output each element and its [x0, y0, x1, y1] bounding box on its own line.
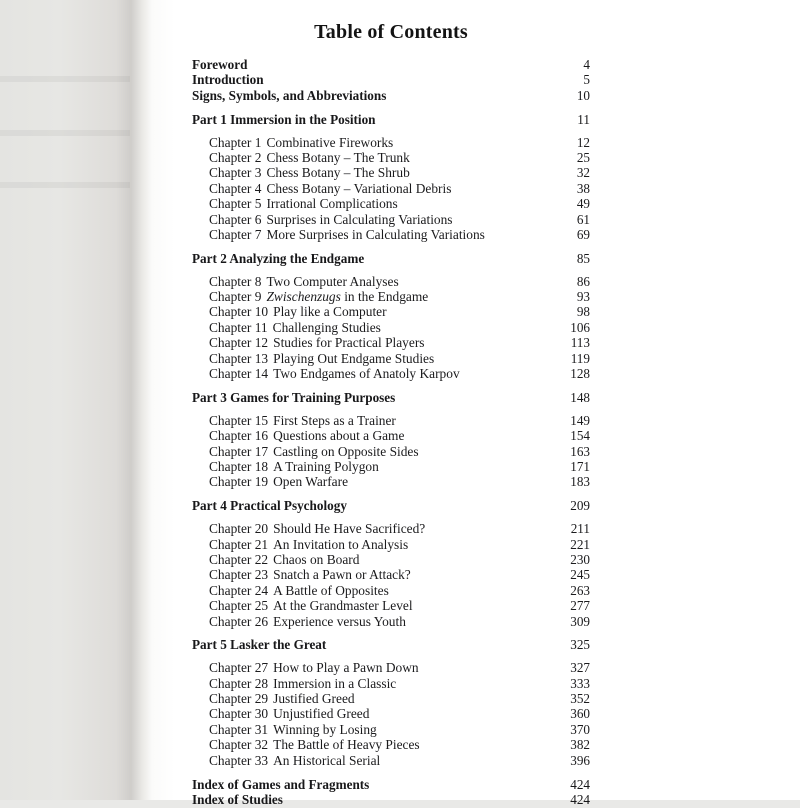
- chapter-number: Chapter 30: [209, 706, 269, 722]
- chapter-label: [209, 335, 425, 350]
- entry-page-number: 69: [576, 226, 590, 242]
- chapter-label: [209, 537, 408, 552]
- chapter-entry[interactable]: [192, 753, 590, 768]
- chapter-label: [209, 737, 420, 752]
- toc-entry-list: [192, 57, 590, 808]
- back-matter-entry[interactable]: [192, 792, 590, 807]
- chapter-number: Chapter 27: [209, 660, 269, 676]
- entry-label: Part 5 Lasker the Great: [192, 637, 327, 653]
- chapter-label: [209, 706, 369, 721]
- part-heading-1[interactable]: [192, 112, 590, 127]
- chapter-label: [209, 165, 410, 180]
- front-matter-entry[interactable]: [192, 57, 590, 72]
- entry-page-number: 424: [570, 792, 590, 808]
- chapter-title: Chess Botany – The Shrub: [266, 165, 410, 181]
- chapter-label: [209, 459, 379, 474]
- chapter-entry[interactable]: [192, 181, 590, 196]
- chapter-title: Chaos on Board: [273, 551, 360, 567]
- chapter-title-italic-term: Zwischenzugs: [266, 289, 341, 305]
- chapter-label: [209, 583, 389, 598]
- part-heading-3[interactable]: [192, 390, 590, 405]
- chapter-number: Chapter 24: [209, 582, 269, 598]
- entry-page-number: 209: [570, 498, 590, 514]
- front-matter-entry[interactable]: [192, 72, 590, 87]
- part-heading-4[interactable]: [192, 498, 590, 513]
- entry-label: Index of Studies: [192, 792, 283, 808]
- chapter-number: Chapter 15: [209, 412, 269, 428]
- entry-page-number: 11: [577, 111, 590, 127]
- chapter-entry[interactable]: [192, 706, 590, 721]
- chapter-number: Chapter 8: [209, 273, 262, 289]
- entry-page-number: 93: [576, 289, 590, 305]
- chapter-entry[interactable]: [192, 521, 590, 536]
- chapter-label: [209, 428, 404, 443]
- chapter-title: A Training Polygon: [273, 458, 379, 474]
- entry-page-number: 4: [583, 57, 590, 72]
- entry-page-number: 25: [576, 149, 590, 165]
- page-title: Table of Contents: [314, 21, 468, 43]
- chapter-title: A Battle of Opposites: [273, 582, 389, 598]
- entry-page-number: 396: [570, 752, 590, 768]
- chapter-entry[interactable]: [192, 320, 590, 335]
- chapter-label: [209, 444, 419, 459]
- chapter-title: Unjustified Greed: [273, 706, 370, 722]
- chapter-title: Winning by Losing: [273, 721, 377, 737]
- chapter-entry[interactable]: [192, 676, 590, 691]
- chapter-label: [209, 351, 434, 366]
- entry-page-number: 128: [570, 366, 590, 382]
- entry-page-number: 85: [576, 250, 590, 266]
- entry-page-number: 230: [570, 551, 590, 567]
- chapter-entry[interactable]: [192, 135, 590, 150]
- chapter-number: Chapter 16: [209, 428, 269, 444]
- chapter-title: Castling on Opposite Sides: [273, 443, 419, 459]
- chapter-number: Chapter 11: [209, 319, 268, 335]
- chapter-number: Chapter 10: [209, 304, 269, 320]
- entry-page-number: 183: [570, 474, 590, 490]
- chapter-label: [209, 521, 425, 536]
- chapter-title: First Steps as a Trainer: [273, 412, 396, 428]
- chapter-title: Two Endgames of Anatoly Karpov: [273, 366, 460, 382]
- chapter-number: Chapter 3: [209, 165, 262, 181]
- chapter-entry[interactable]: [192, 304, 590, 319]
- chapter-title: Playing Out Endgame Studies: [273, 350, 435, 366]
- chapter-label: [209, 150, 410, 165]
- chapter-number: Chapter 2: [209, 149, 262, 165]
- entry-page-number: 106: [570, 319, 590, 335]
- entry-page-number: 113: [570, 335, 590, 351]
- entry-page-number: 163: [570, 443, 590, 459]
- entry-page-number: 325: [570, 637, 590, 653]
- chapter-label: [209, 567, 411, 582]
- front-matter-entry[interactable]: [192, 88, 590, 103]
- chapter-label: [209, 274, 399, 289]
- chapter-number: Chapter 31: [209, 721, 269, 737]
- chapter-number: Chapter 19: [209, 474, 269, 490]
- chapter-label: [209, 614, 406, 629]
- chapter-title: Play like a Computer: [273, 304, 387, 320]
- chapter-title: Studies for Practical Players: [273, 335, 425, 351]
- chapter-entry[interactable]: [192, 598, 590, 613]
- entry-page-number: 119: [570, 350, 590, 366]
- chapter-number: Chapter 28: [209, 675, 269, 691]
- entry-page-number: 245: [570, 567, 590, 583]
- chapter-entry[interactable]: [192, 212, 590, 227]
- chapter-entry[interactable]: [192, 474, 590, 489]
- entry-page-number: 10: [576, 87, 590, 103]
- chapter-number: Chapter 32: [209, 737, 269, 753]
- chapter-label: [209, 753, 380, 768]
- entry-page-number: 49: [576, 196, 590, 212]
- chapter-title: Combinative Fireworks: [266, 134, 394, 150]
- entry-page-number: 221: [570, 536, 590, 552]
- chapter-title: Snatch a Pawn or Attack?: [273, 567, 411, 583]
- entry-page-number: 98: [576, 304, 590, 320]
- part-heading-2[interactable]: [192, 251, 590, 266]
- entry-page-number: 32: [576, 165, 590, 181]
- chapter-number: Chapter 17: [209, 443, 269, 459]
- entry-page-number: 5: [583, 72, 590, 88]
- chapter-number: Chapter 23: [209, 567, 269, 583]
- chapter-title: Chess Botany – Variational Debris: [266, 180, 452, 196]
- entry-page-number: 154: [570, 428, 590, 444]
- chapter-entry[interactable]: [192, 150, 590, 165]
- entry-page-number: 309: [570, 613, 590, 629]
- chapter-label: [209, 722, 377, 737]
- entry-page-number: 360: [570, 706, 590, 722]
- chapter-number: Chapter 26: [209, 613, 269, 629]
- chapter-number: Chapter 20: [209, 521, 269, 537]
- chapter-title: Immersion in a Classic: [273, 675, 397, 691]
- chapter-label: [209, 289, 428, 304]
- chapter-title: Questions about a Game: [273, 428, 405, 444]
- chapter-title: The Battle of Heavy Pieces: [273, 737, 420, 753]
- chapter-entry[interactable]: [192, 444, 590, 459]
- entry-label: Part 2 Analyzing the Endgame: [192, 250, 365, 266]
- chapter-number: Chapter 13: [209, 350, 269, 366]
- chapter-title: Open Warfare: [273, 474, 349, 490]
- entry-label: Signs, Symbols, and Abbreviations: [192, 87, 387, 103]
- chapter-label: [209, 227, 485, 242]
- back-matter-entry[interactable]: [192, 777, 590, 792]
- chapter-number: Chapter 6: [209, 211, 262, 227]
- chapter-title: An Historical Serial: [273, 752, 381, 768]
- chapter-entry[interactable]: [192, 660, 590, 675]
- chapter-entry[interactable]: [192, 428, 590, 443]
- chapter-title: Two Computer Analyses: [266, 273, 399, 289]
- chapter-label: [209, 366, 460, 381]
- chapter-number: Chapter 5: [209, 196, 262, 212]
- chapter-entry[interactable]: [192, 552, 590, 567]
- chapter-title: Irrational Complications: [266, 196, 398, 212]
- chapter-label: [209, 196, 398, 211]
- chapter-entry[interactable]: [192, 614, 590, 629]
- chapter-entry[interactable]: [192, 165, 590, 180]
- chapter-entry[interactable]: [192, 737, 590, 752]
- entry-page-number: 263: [570, 582, 590, 598]
- chapter-number: Chapter 21: [209, 536, 269, 552]
- chapter-title: More Surprises in Calculating Variations: [266, 226, 485, 242]
- chapter-entry[interactable]: [192, 459, 590, 474]
- chapter-label: [209, 181, 451, 196]
- entry-page-number: 171: [570, 458, 590, 474]
- chapter-label: [209, 691, 355, 706]
- chapter-label: [209, 135, 393, 150]
- chapter-title: An Invitation to Analysis: [273, 536, 409, 552]
- entry-page-number: 149: [570, 412, 590, 428]
- entry-label: Foreword: [192, 57, 248, 72]
- chapter-entry[interactable]: [192, 567, 590, 582]
- entry-label: Index of Games and Fragments: [192, 777, 370, 793]
- entry-label: Part 1 Immersion in the Position: [192, 111, 376, 127]
- chapter-number: Chapter 12: [209, 335, 269, 351]
- chapter-entry[interactable]: [192, 537, 590, 552]
- entry-page-number: 12: [576, 134, 590, 150]
- chapter-title: Chess Botany – The Trunk: [266, 149, 410, 165]
- chapter-number: Chapter 29: [209, 691, 269, 707]
- entry-page-number: 424: [570, 777, 590, 793]
- chapter-entry[interactable]: [192, 691, 590, 706]
- chapter-title: Experience versus Youth: [273, 613, 406, 629]
- chapter-entry[interactable]: [192, 289, 590, 304]
- entry-label: Part 3 Games for Training Purposes: [192, 389, 396, 405]
- chapter-label: [209, 660, 419, 675]
- chapter-label: [209, 598, 413, 613]
- entry-page-number: 148: [570, 389, 590, 405]
- chapter-number: Chapter 14: [209, 366, 269, 382]
- chapter-title: Challenging Studies: [272, 319, 381, 335]
- chapter-entry[interactable]: [192, 351, 590, 366]
- chapter-entry[interactable]: [192, 196, 590, 211]
- chapter-number: Chapter 1: [209, 134, 262, 150]
- chapter-title-rest: in the Endgame: [340, 289, 429, 305]
- chapter-entry[interactable]: [192, 413, 590, 428]
- entry-page-number: 382: [570, 737, 590, 753]
- chapter-label: [209, 413, 396, 428]
- chapter-entry[interactable]: [192, 274, 590, 289]
- chapter-title: At the Grandmaster Level: [273, 598, 413, 614]
- chapter-number: Chapter 7: [209, 226, 262, 242]
- chapter-entry[interactable]: [192, 335, 590, 350]
- entry-page-number: 277: [570, 598, 590, 614]
- chapter-number: Chapter 33: [209, 752, 269, 768]
- chapter-entry[interactable]: [192, 227, 590, 242]
- entry-page-number: 211: [570, 521, 590, 537]
- chapter-title: Should He Have Sacrificed?: [273, 521, 426, 537]
- chapter-number: Chapter 22: [209, 551, 269, 567]
- chapter-title: How to Play a Pawn Down: [273, 660, 419, 676]
- entry-label: Introduction: [192, 72, 264, 88]
- chapter-title: Justified Greed: [273, 691, 355, 707]
- chapter-title: [261, 289, 428, 304]
- chapter-label: [209, 304, 387, 319]
- chapter-label: [209, 552, 359, 567]
- entry-page-number: 333: [570, 675, 590, 691]
- chapter-entry[interactable]: [192, 366, 590, 381]
- chapter-title: Surprises in Calculating Variations: [266, 211, 453, 227]
- entry-page-number: 327: [570, 660, 590, 676]
- entry-page-number: 61: [576, 211, 590, 227]
- chapter-entry[interactable]: [192, 722, 590, 737]
- chapter-label: [209, 320, 381, 335]
- entry-page-number: 86: [576, 273, 590, 289]
- entry-page-number: 370: [570, 721, 590, 737]
- chapter-number: Chapter 4: [209, 180, 262, 196]
- chapter-number: Chapter 9: [209, 289, 262, 305]
- chapter-label: [209, 676, 396, 691]
- chapter-label: [209, 212, 453, 227]
- entry-label: Part 4 Practical Psychology: [192, 498, 347, 514]
- chapter-label: [209, 474, 348, 489]
- chapter-number: Chapter 18: [209, 458, 269, 474]
- entry-page-number: 352: [570, 691, 590, 707]
- chapter-number: Chapter 25: [209, 598, 269, 614]
- chapter-entry[interactable]: [192, 583, 590, 598]
- part-heading-5[interactable]: [192, 637, 590, 652]
- entry-page-number: 38: [576, 180, 590, 196]
